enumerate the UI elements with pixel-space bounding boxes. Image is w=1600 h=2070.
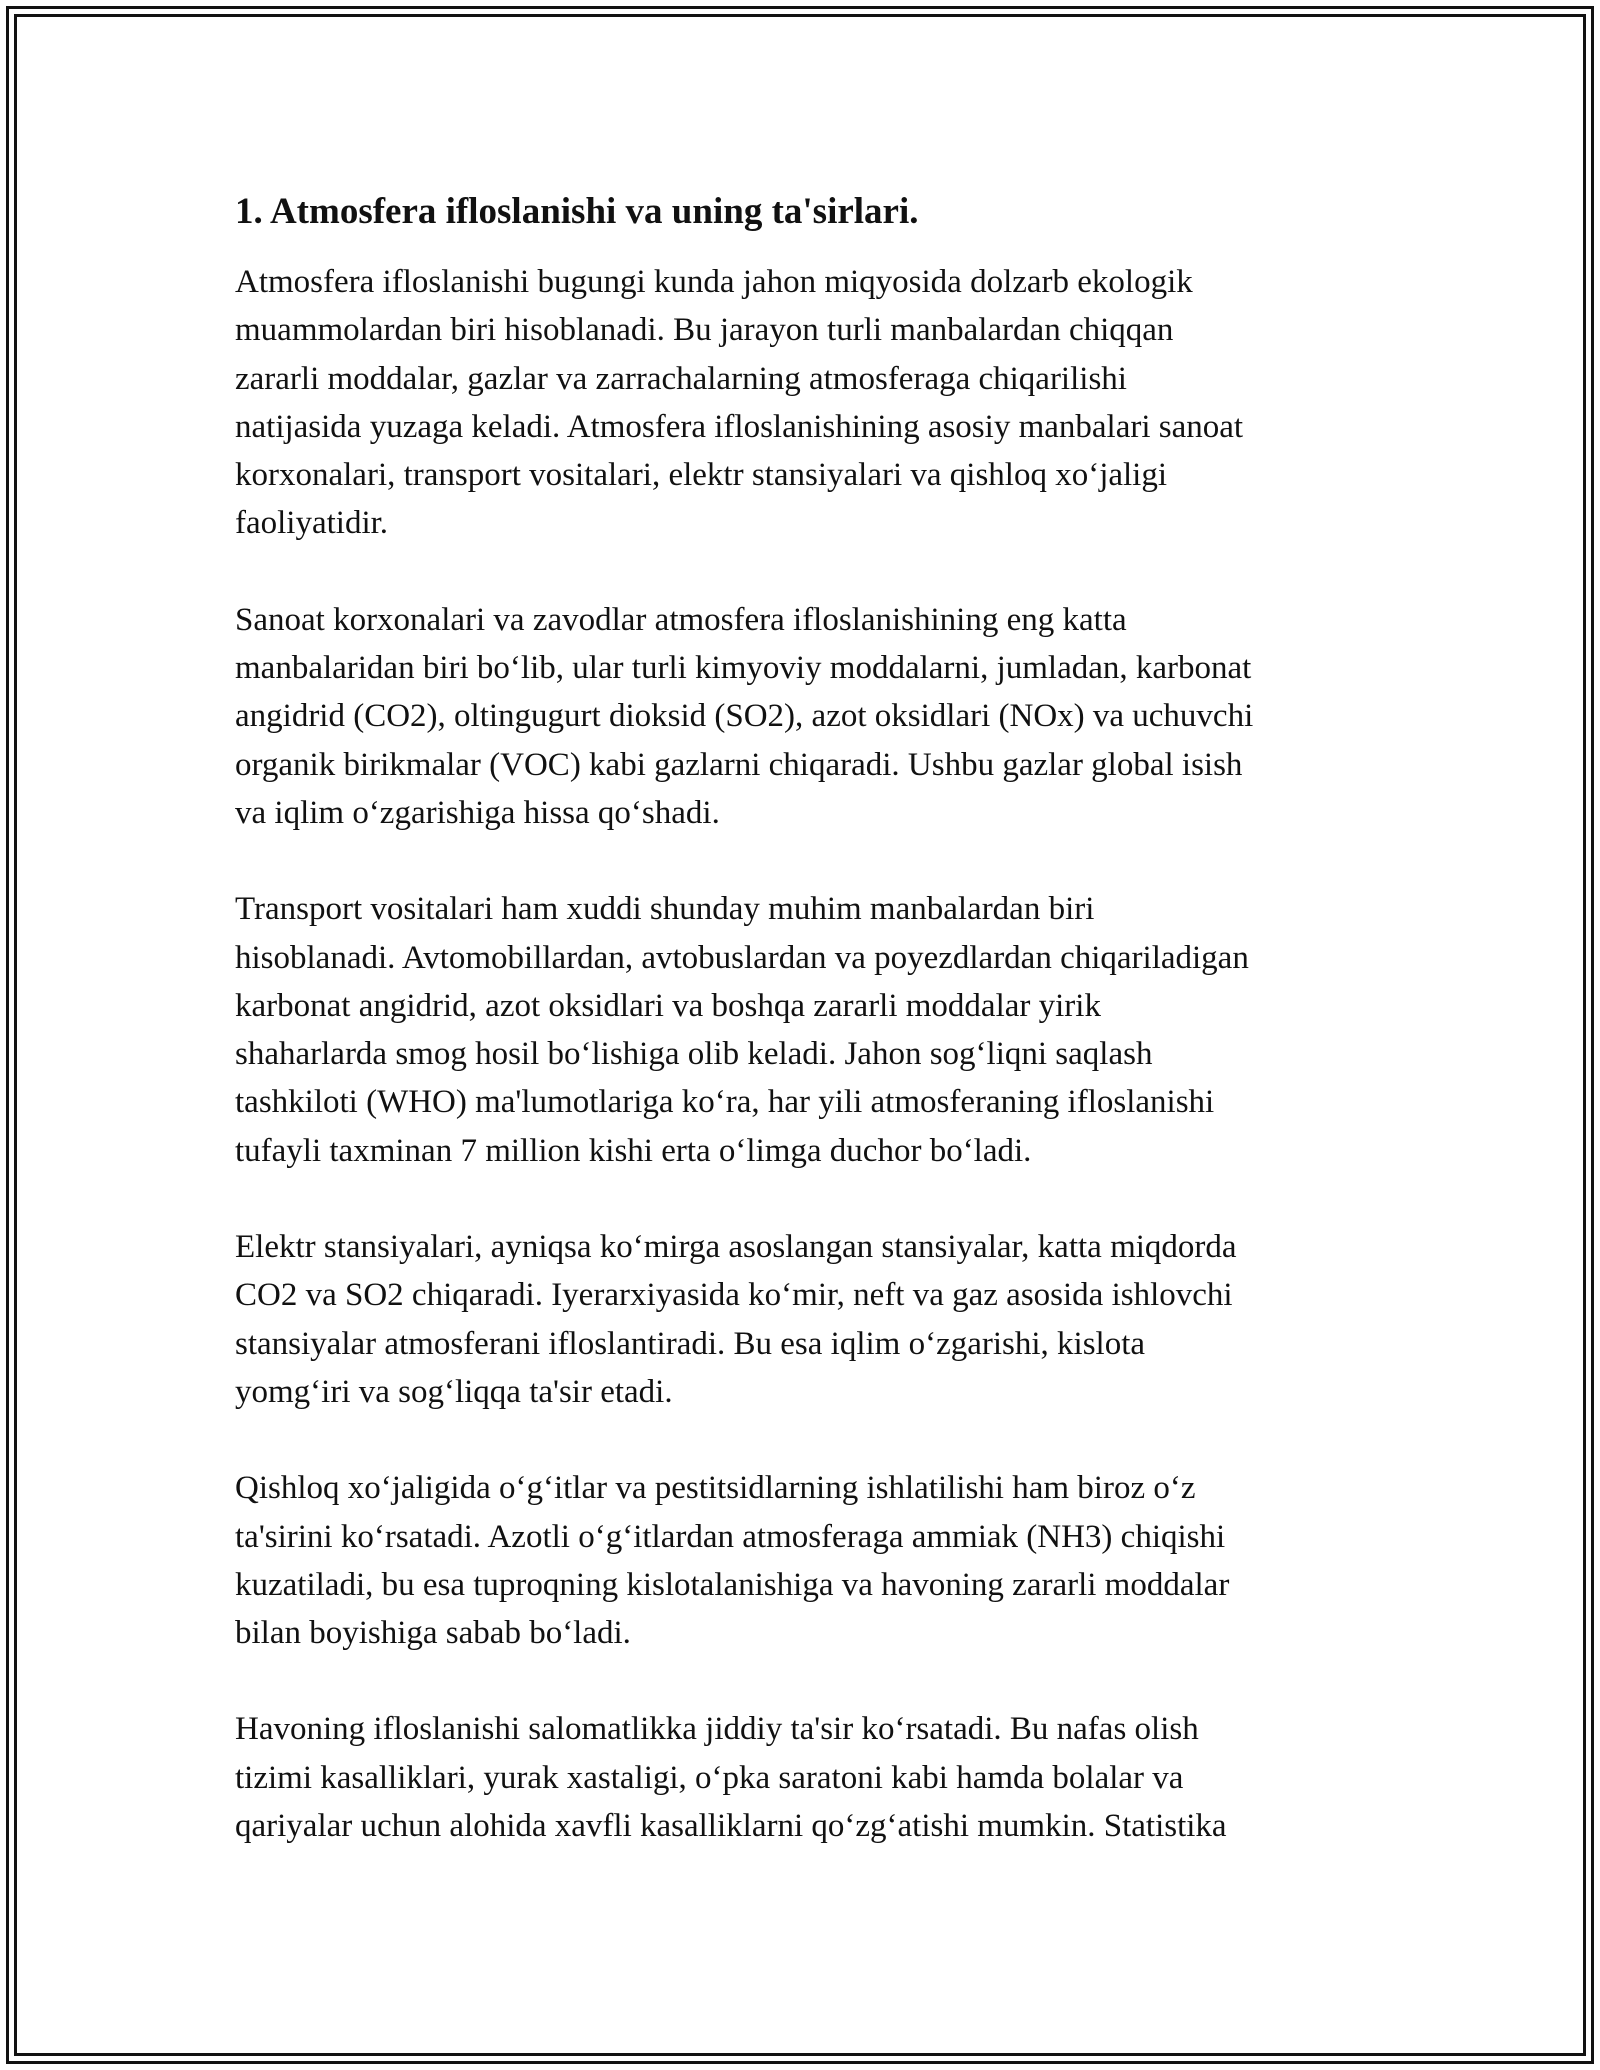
paragraph-intro: Atmosfera ifloslanishi bugungi kunda jahon miqyosida dolzarb ekologik muammolardan biri hisoblanadi. Bu jarayon turli manbalardan chiqqan zararli moddalar, gazlar va zarrachalarning atmosferaga chiqarilishi natijasida yuzaga keladi. Atmosfera ifloslanishining asosiy manbalari sanoat korxonalari, transport vositalari, elektr stansiyalari va qishloq xo‘jaligi faoliyatidir. [235,264,1244,542]
section-heading: 1. Atmosfera ifloslanishi va uning ta'sirlari. [235,191,919,232]
paragraph-health: Havoning ifloslanishi salomatlikka jiddiy ta'sir ko‘rsatadi. Bu nafas olish tizimi kasalliklari, yurak xastaligi, o‘pka saratoni kabi hamda bolalar va qariyalar uchun alohida xavfli kasalliklarni qo‘zg‘atishi mumkin. Statistika [235,1711,1227,1845]
document-body [235,188,1375,1898]
paragraph-agriculture: Qishloq xo‘jaligida o‘g‘itlar va pestitsidlarning ishlatilishi ham biroz o‘z ta'sirini ko‘rsatadi. Azotli o‘g‘itlardan atmosferaga ammiak (NH3) chiqishi kuzatiladi, bu esa tuproqning kislotalanishiga va havoning zararli moddalar bilan boyishiga sabab bo‘ladi. [235,1470,1230,1652]
paragraph-power-plants: Elektr stansiyalari, ayniqsa ko‘mirga asoslangan stansiyalar, katta miqdorda CO2 va SO2 chiqaradi. Iyerarxiyasida ko‘mir, neft va gaz asosida ishlovchi stansiyalar atmosferani ifloslantiradi. Bu esa iqlim o‘zgarishi, kislota yomg‘iri va sog‘liqqa ta'sir etadi. [235,1229,1237,1410]
paragraph-transport: Transport vositalari ham xuddi shunday muhim manbalardan biri hisoblanadi. Avtomobillardan, avtobuslardan va poyezdlardan chiqariladigan karbonat angidrid, azot oksidlari va boshqa zararli moddalar yirik shaharlarda smog hosil bo‘lishiga olib keladi. Jahon sog‘liqni saqlash tashkiloti (WHO) ma'lumotlariga ko‘ra, har yili atmosferaning ifloslanishi tufayli taxminan 7 million kishi erta o‘limga duchor bo‘ladi. [235,891,1249,1169]
paragraph-industry: Sanoat korxonalari va zavodlar atmosfera ifloslanishining eng katta manbalaridan biri bo‘lib, ular turli kimyoviy moddalarni, jumladan, karbonat angidrid (CO2), oltingugurt dioksid (SO2), azot oksidlari (NOx) va uchuvchi organik birikmalar (VOC) kabi gazlarni chiqaradi. Ushbu gazlar global isish va iqlim o‘zgarishiga hissa qo‘shadi. [235,601,1254,831]
